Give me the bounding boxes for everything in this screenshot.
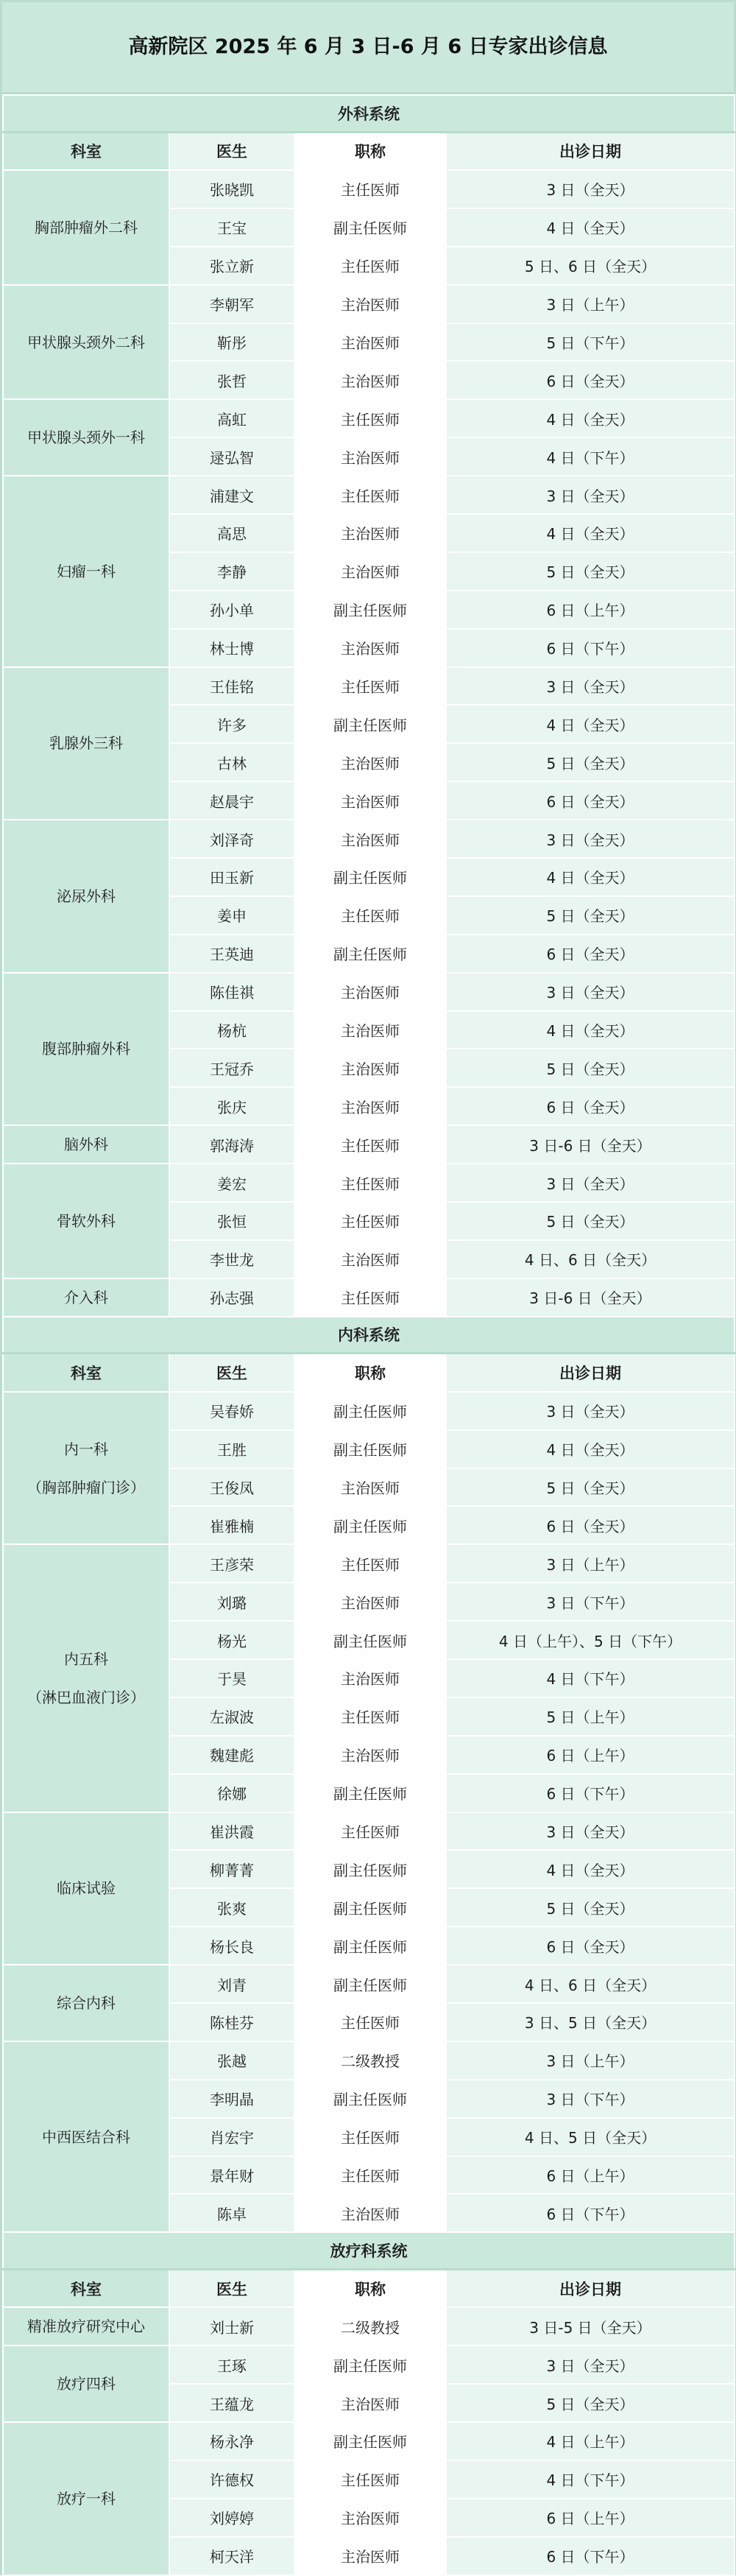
doctor-name: 陈佳祺 (169, 973, 294, 1011)
doctor-title: 副主任医师 (294, 2422, 446, 2460)
doctor-name: 张晓凯 (169, 170, 294, 208)
doctor-title: 副主任医师 (294, 935, 446, 973)
department-name: 胸部肿瘤外二科 (35, 218, 138, 236)
department-cell (3, 399, 169, 476)
doctor-name: 景年财 (169, 2156, 294, 2195)
clinic-date: 3 日（全天） (446, 476, 735, 514)
doctor-name: 王彦荣 (169, 1544, 294, 1583)
doctor-name: 刘婷婷 (169, 2499, 294, 2537)
clinic-date: 5 日（上午） (446, 1697, 735, 1736)
table-row (3, 1164, 735, 1202)
doctor-title: 副主任医师 (294, 2080, 446, 2118)
table-row (3, 1812, 735, 1851)
doctor-name: 王俊凤 (169, 1468, 294, 1507)
doctor-name: 张越 (169, 2041, 294, 2080)
clinic-date: 3 日-5 日（全天） (446, 2307, 735, 2346)
doctor-title: 主治医师 (294, 2384, 446, 2422)
department-cell (3, 1544, 169, 1812)
doctor-name: 张爽 (169, 1888, 294, 1926)
doctor-title: 主治医师 (294, 743, 446, 781)
column-header-row (3, 132, 735, 170)
clinic-date: 5 日（全天） (446, 552, 735, 591)
department-name: 临床试验 (57, 1879, 116, 1898)
doctor-name: 张恒 (169, 1202, 294, 1240)
doctor-name: 柯天洋 (169, 2537, 294, 2575)
doctor-name: 徐娜 (169, 1774, 294, 1812)
doctor-title: 主任医师 (294, 2156, 446, 2195)
doctor-name: 崔洪霞 (169, 1812, 294, 1851)
clinic-date: 5 日（全天） (446, 896, 735, 935)
doctor-name: 肖宏宇 (169, 2118, 294, 2156)
department-name: 介入科 (64, 1288, 108, 1306)
clinic-date: 4 日、6 日（全天） (446, 1240, 735, 1278)
doctor-name: 王英迪 (169, 935, 294, 973)
department-cell (3, 285, 169, 400)
doctor-name: 姜申 (169, 896, 294, 935)
doctor-title: 主治医师 (294, 2537, 446, 2575)
clinic-date: 3 日（全天） (446, 667, 735, 705)
doctor-title: 主治医师 (294, 1049, 446, 1087)
doctor-name: 杨光 (169, 1621, 294, 1659)
doctor-name: 赵晨宇 (169, 781, 294, 820)
doctor-title: 主任医师 (294, 1202, 446, 1240)
clinic-date: 5 日（全天） (446, 1468, 735, 1507)
column-header-department: 科室 (3, 1354, 169, 1392)
doctor-title: 主治医师 (294, 629, 446, 667)
section-header-row (3, 1317, 735, 1354)
schedule-table (2, 94, 735, 2576)
doctor-title: 副主任医师 (294, 1888, 446, 1926)
doctor-name: 柳菁菁 (169, 1850, 294, 1888)
clinic-date: 4 日（上午） (446, 2422, 735, 2460)
doctor-name: 刘青 (169, 1965, 294, 2003)
clinic-date: 6 日（全天） (446, 1926, 735, 1965)
clinic-date: 6 日（下午） (446, 2194, 735, 2232)
clinic-date: 5 日（全天） (446, 1888, 735, 1926)
doctor-title: 主任医师 (294, 476, 446, 514)
table-row (3, 1544, 735, 1583)
column-header-row (3, 2269, 735, 2307)
department-cell (3, 1278, 169, 1317)
doctor-name: 王琢 (169, 2346, 294, 2384)
doctor-name: 李朝军 (169, 285, 294, 323)
doctor-title: 主治医师 (294, 973, 446, 1011)
section-header-row (3, 2232, 735, 2269)
clinic-date: 3 日（上午） (446, 1544, 735, 1583)
doctor-name: 许德权 (169, 2460, 294, 2499)
doctor-name: 陈卓 (169, 2194, 294, 2232)
doctor-name: 王宝 (169, 208, 294, 247)
clinic-date: 3 日（上午） (446, 2041, 735, 2080)
department-name: 妇瘤一科 (57, 562, 116, 580)
department-name: 泌尿外科 (57, 887, 116, 905)
table-row (3, 2422, 735, 2460)
clinic-date: 4 日（全天） (446, 514, 735, 552)
table-row (3, 1125, 735, 1164)
clinic-date: 3 日（全天） (446, 820, 735, 858)
doctor-name: 林士博 (169, 629, 294, 667)
doctor-name: 张立新 (169, 247, 294, 285)
department-cell (3, 2346, 169, 2422)
doctor-title: 副主任医师 (294, 2346, 446, 2384)
clinic-date: 3 日（下午） (446, 2080, 735, 2118)
column-header-doctor: 医生 (169, 132, 294, 170)
doctor-title: 主治医师 (294, 1468, 446, 1507)
department-cell (3, 2422, 169, 2575)
department-cell (3, 2307, 169, 2346)
table-row (3, 2346, 735, 2384)
doctor-title: 副主任医师 (294, 1774, 446, 1812)
clinic-date: 6 日（上午） (446, 2156, 735, 2195)
department-cell (3, 2041, 169, 2232)
column-header-date: 出诊日期 (446, 1354, 735, 1392)
column-header-title: 职称 (294, 1354, 446, 1392)
table-row (3, 820, 735, 858)
clinic-date: 3 日（全天） (446, 1812, 735, 1851)
department-name: 中西医结合科 (42, 2128, 130, 2146)
clinic-date: 3 日（上午） (446, 285, 735, 323)
doctor-name: 王蕴龙 (169, 2384, 294, 2422)
table-row (3, 973, 735, 1011)
doctor-name: 张哲 (169, 361, 294, 399)
doctor-title: 副主任医师 (294, 208, 446, 247)
doctor-name: 刘泽奇 (169, 820, 294, 858)
doctor-name: 高虹 (169, 399, 294, 437)
department-name: 放疗四科 (57, 2375, 116, 2393)
doctor-title: 主任医师 (294, 1544, 446, 1583)
doctor-name: 李世龙 (169, 1240, 294, 1278)
doctor-title: 主任医师 (294, 896, 446, 935)
clinic-date: 6 日（上午） (446, 1736, 735, 1774)
clinic-date: 3 日、5 日（全天） (446, 2003, 735, 2041)
clinic-date: 5 日（全天） (446, 2384, 735, 2422)
doctor-title: 主任医师 (294, 1697, 446, 1736)
department-cell (3, 1125, 169, 1164)
department-cell (3, 1965, 169, 2041)
doctor-name: 刘璐 (169, 1583, 294, 1621)
clinic-date: 6 日（全天） (446, 781, 735, 820)
clinic-date: 6 日（上午） (446, 2499, 735, 2537)
doctor-title: 副主任医师 (294, 591, 446, 629)
clinic-date: 4 日（全天） (446, 208, 735, 247)
doctor-title: 主任医师 (294, 2118, 446, 2156)
doctor-name: 杨永净 (169, 2422, 294, 2460)
doctor-name: 于昊 (169, 1659, 294, 1697)
doctor-title: 副主任医师 (294, 858, 446, 896)
department-subtitle: （淋巴血液门诊） (27, 1688, 145, 1706)
doctor-title: 二级教授 (294, 2041, 446, 2080)
doctor-title: 主任医师 (294, 667, 446, 705)
doctor-title: 副主任医师 (294, 1965, 446, 2003)
doctor-title: 主任医师 (294, 170, 446, 208)
table-row (3, 1965, 735, 2003)
clinic-date: 3 日（全天） (446, 170, 735, 208)
doctor-title: 副主任医师 (294, 1621, 446, 1659)
department-cell (3, 973, 169, 1126)
doctor-name: 孙志强 (169, 1278, 294, 1317)
doctor-name: 许多 (169, 705, 294, 743)
table-row (3, 1392, 735, 1430)
doctor-title: 主任医师 (294, 1164, 446, 1202)
column-header-title: 职称 (294, 2269, 446, 2307)
section-title: 外科系统 (3, 95, 735, 132)
clinic-date: 6 日（全天） (446, 361, 735, 399)
department-cell (3, 1392, 169, 1545)
column-header-date: 出诊日期 (446, 132, 735, 170)
clinic-date: 4 日（全天） (446, 705, 735, 743)
doctor-title: 主治医师 (294, 437, 446, 476)
column-header-date: 出诊日期 (446, 2269, 735, 2307)
clinic-date: 6 日（下午） (446, 629, 735, 667)
doctor-title: 主治医师 (294, 1583, 446, 1621)
doctor-name: 张庆 (169, 1087, 294, 1125)
table-row (3, 170, 735, 208)
clinic-date: 3 日-6 日（全天） (446, 1125, 735, 1164)
doctor-name: 崔雅楠 (169, 1506, 294, 1544)
doctor-name: 魏建彪 (169, 1736, 294, 1774)
department-name: 综合内科 (57, 1993, 116, 2012)
doctor-title: 主任医师 (294, 2003, 446, 2041)
table-row (3, 399, 735, 437)
doctor-name: 陈桂芬 (169, 2003, 294, 2041)
doctor-name: 杨长良 (169, 1926, 294, 1965)
page-title: 高新院区 2025 年 6 月 3 日-6 月 6 日专家出诊信息 (2, 2, 734, 94)
department-name: 骨软外科 (57, 1211, 116, 1230)
table-row (3, 285, 735, 323)
department-cell (3, 1164, 169, 1278)
clinic-date: 4 日（下午） (446, 437, 735, 476)
department-name: 甲状腺头颈外二科 (27, 333, 145, 351)
doctor-title: 副主任医师 (294, 1392, 446, 1430)
clinic-date: 3 日（全天） (446, 1392, 735, 1430)
department-name: 内一科 (64, 1440, 108, 1458)
doctor-title: 主任医师 (294, 1278, 446, 1317)
clinic-date: 6 日（上午） (446, 591, 735, 629)
department-cell (3, 667, 169, 820)
clinic-date: 4 日（下午） (446, 1659, 735, 1697)
table-row (3, 2307, 735, 2346)
department-name: 内五科 (64, 1650, 108, 1668)
doctor-title: 主任医师 (294, 2460, 446, 2499)
doctor-title: 主任医师 (294, 247, 446, 285)
clinic-date: 4 日（全天） (446, 399, 735, 437)
clinic-date: 5 日、6 日（全天） (446, 247, 735, 285)
doctor-title: 主治医师 (294, 1087, 446, 1125)
department-name: 精准放疗研究中心 (27, 2318, 145, 2336)
clinic-date: 5 日（全天） (446, 743, 735, 781)
doctor-title: 主治医师 (294, 820, 446, 858)
doctor-name: 吴春娇 (169, 1392, 294, 1430)
doctor-name: 郭海涛 (169, 1125, 294, 1164)
department-name: 甲状腺头颈外一科 (27, 429, 145, 447)
clinic-date: 4 日（全天） (446, 1011, 735, 1049)
doctor-title: 主治医师 (294, 2499, 446, 2537)
doctor-name: 姜宏 (169, 1164, 294, 1202)
column-header-department: 科室 (3, 2269, 169, 2307)
doctor-title: 主任医师 (294, 1125, 446, 1164)
column-header-title: 职称 (294, 132, 446, 170)
column-header-department: 科室 (3, 132, 169, 170)
doctor-title: 主治医师 (294, 1011, 446, 1049)
doctor-title: 主任医师 (294, 399, 446, 437)
department-name: 放疗一科 (57, 2489, 116, 2508)
department-cell (3, 170, 169, 285)
column-header-doctor: 医生 (169, 2269, 294, 2307)
doctor-name: 田玉新 (169, 858, 294, 896)
department-cell (3, 1812, 169, 1966)
table-row (3, 1278, 735, 1317)
column-header-doctor: 医生 (169, 1354, 294, 1392)
doctor-title: 主治医师 (294, 1659, 446, 1697)
section-title: 放疗科系统 (3, 2232, 735, 2269)
doctor-title: 主治医师 (294, 323, 446, 362)
doctor-name: 李明晶 (169, 2080, 294, 2118)
doctor-name: 杨杭 (169, 1011, 294, 1049)
clinic-date: 6 日（下午） (446, 1774, 735, 1812)
clinic-date: 3 日（下午） (446, 1583, 735, 1621)
clinic-date: 6 日（全天） (446, 1506, 735, 1544)
table-row (3, 476, 735, 514)
clinic-date: 3 日（全天） (446, 1164, 735, 1202)
doctor-title: 主治医师 (294, 2194, 446, 2232)
column-header-row (3, 1354, 735, 1392)
clinic-date: 6 日（全天） (446, 1087, 735, 1125)
doctor-name: 浦建文 (169, 476, 294, 514)
doctor-title: 主治医师 (294, 552, 446, 591)
doctor-name: 靳彤 (169, 323, 294, 362)
clinic-date: 3 日（全天） (446, 973, 735, 1011)
clinic-date: 6 日（下午） (446, 2537, 735, 2575)
doctor-name: 王胜 (169, 1430, 294, 1468)
doctor-name: 古林 (169, 743, 294, 781)
doctor-title: 主治医师 (294, 781, 446, 820)
doctor-title: 副主任医师 (294, 1850, 446, 1888)
department-name: 脑外科 (64, 1136, 108, 1154)
department-cell (3, 820, 169, 973)
clinic-date: 4 日、6 日（全天） (446, 1965, 735, 2003)
doctor-name: 逯弘智 (169, 437, 294, 476)
department-name: 腹部肿瘤外科 (42, 1040, 130, 1058)
department-cell (3, 476, 169, 666)
doctor-title: 主治医师 (294, 1736, 446, 1774)
doctor-title: 主治医师 (294, 361, 446, 399)
doctor-name: 刘士新 (169, 2307, 294, 2346)
clinic-date: 4 日（下午） (446, 2460, 735, 2499)
clinic-date: 5 日（下午） (446, 323, 735, 362)
doctor-name: 高思 (169, 514, 294, 552)
doctor-name: 王佳铭 (169, 667, 294, 705)
table-row (3, 2041, 735, 2080)
doctor-name: 左淑波 (169, 1697, 294, 1736)
clinic-date: 4 日（上午）、5 日（下午） (446, 1621, 735, 1659)
doctor-title: 主治医师 (294, 1240, 446, 1278)
clinic-date: 4 日（全天） (446, 1850, 735, 1888)
clinic-date: 6 日（全天） (446, 935, 735, 973)
clinic-date: 3 日-6 日（全天） (446, 1278, 735, 1317)
table-row (3, 667, 735, 705)
doctor-title: 副主任医师 (294, 705, 446, 743)
clinic-date: 4 日（全天） (446, 1430, 735, 1468)
doctor-name: 李静 (169, 552, 294, 591)
section-title: 内科系统 (3, 1317, 735, 1354)
clinic-date: 4 日、5 日（全天） (446, 2118, 735, 2156)
department-name: 乳腺外三科 (49, 734, 123, 753)
department-subtitle: （胸部肿瘤门诊） (27, 1478, 145, 1496)
clinic-date: 5 日（全天） (446, 1049, 735, 1087)
section-header-row (3, 95, 735, 132)
clinic-date: 5 日（全天） (446, 1202, 735, 1240)
doctor-name: 王冠乔 (169, 1049, 294, 1087)
doctor-title: 副主任医师 (294, 1506, 446, 1544)
doctor-name: 孙小单 (169, 591, 294, 629)
doctor-title: 二级教授 (294, 2307, 446, 2346)
clinic-date: 3 日（全天） (446, 2346, 735, 2384)
clinic-date: 4 日（全天） (446, 858, 735, 896)
doctor-title: 副主任医师 (294, 1926, 446, 1965)
doctor-title: 副主任医师 (294, 1430, 446, 1468)
doctor-title: 主治医师 (294, 514, 446, 552)
doctor-title: 主治医师 (294, 285, 446, 323)
doctor-title: 主任医师 (294, 1812, 446, 1851)
